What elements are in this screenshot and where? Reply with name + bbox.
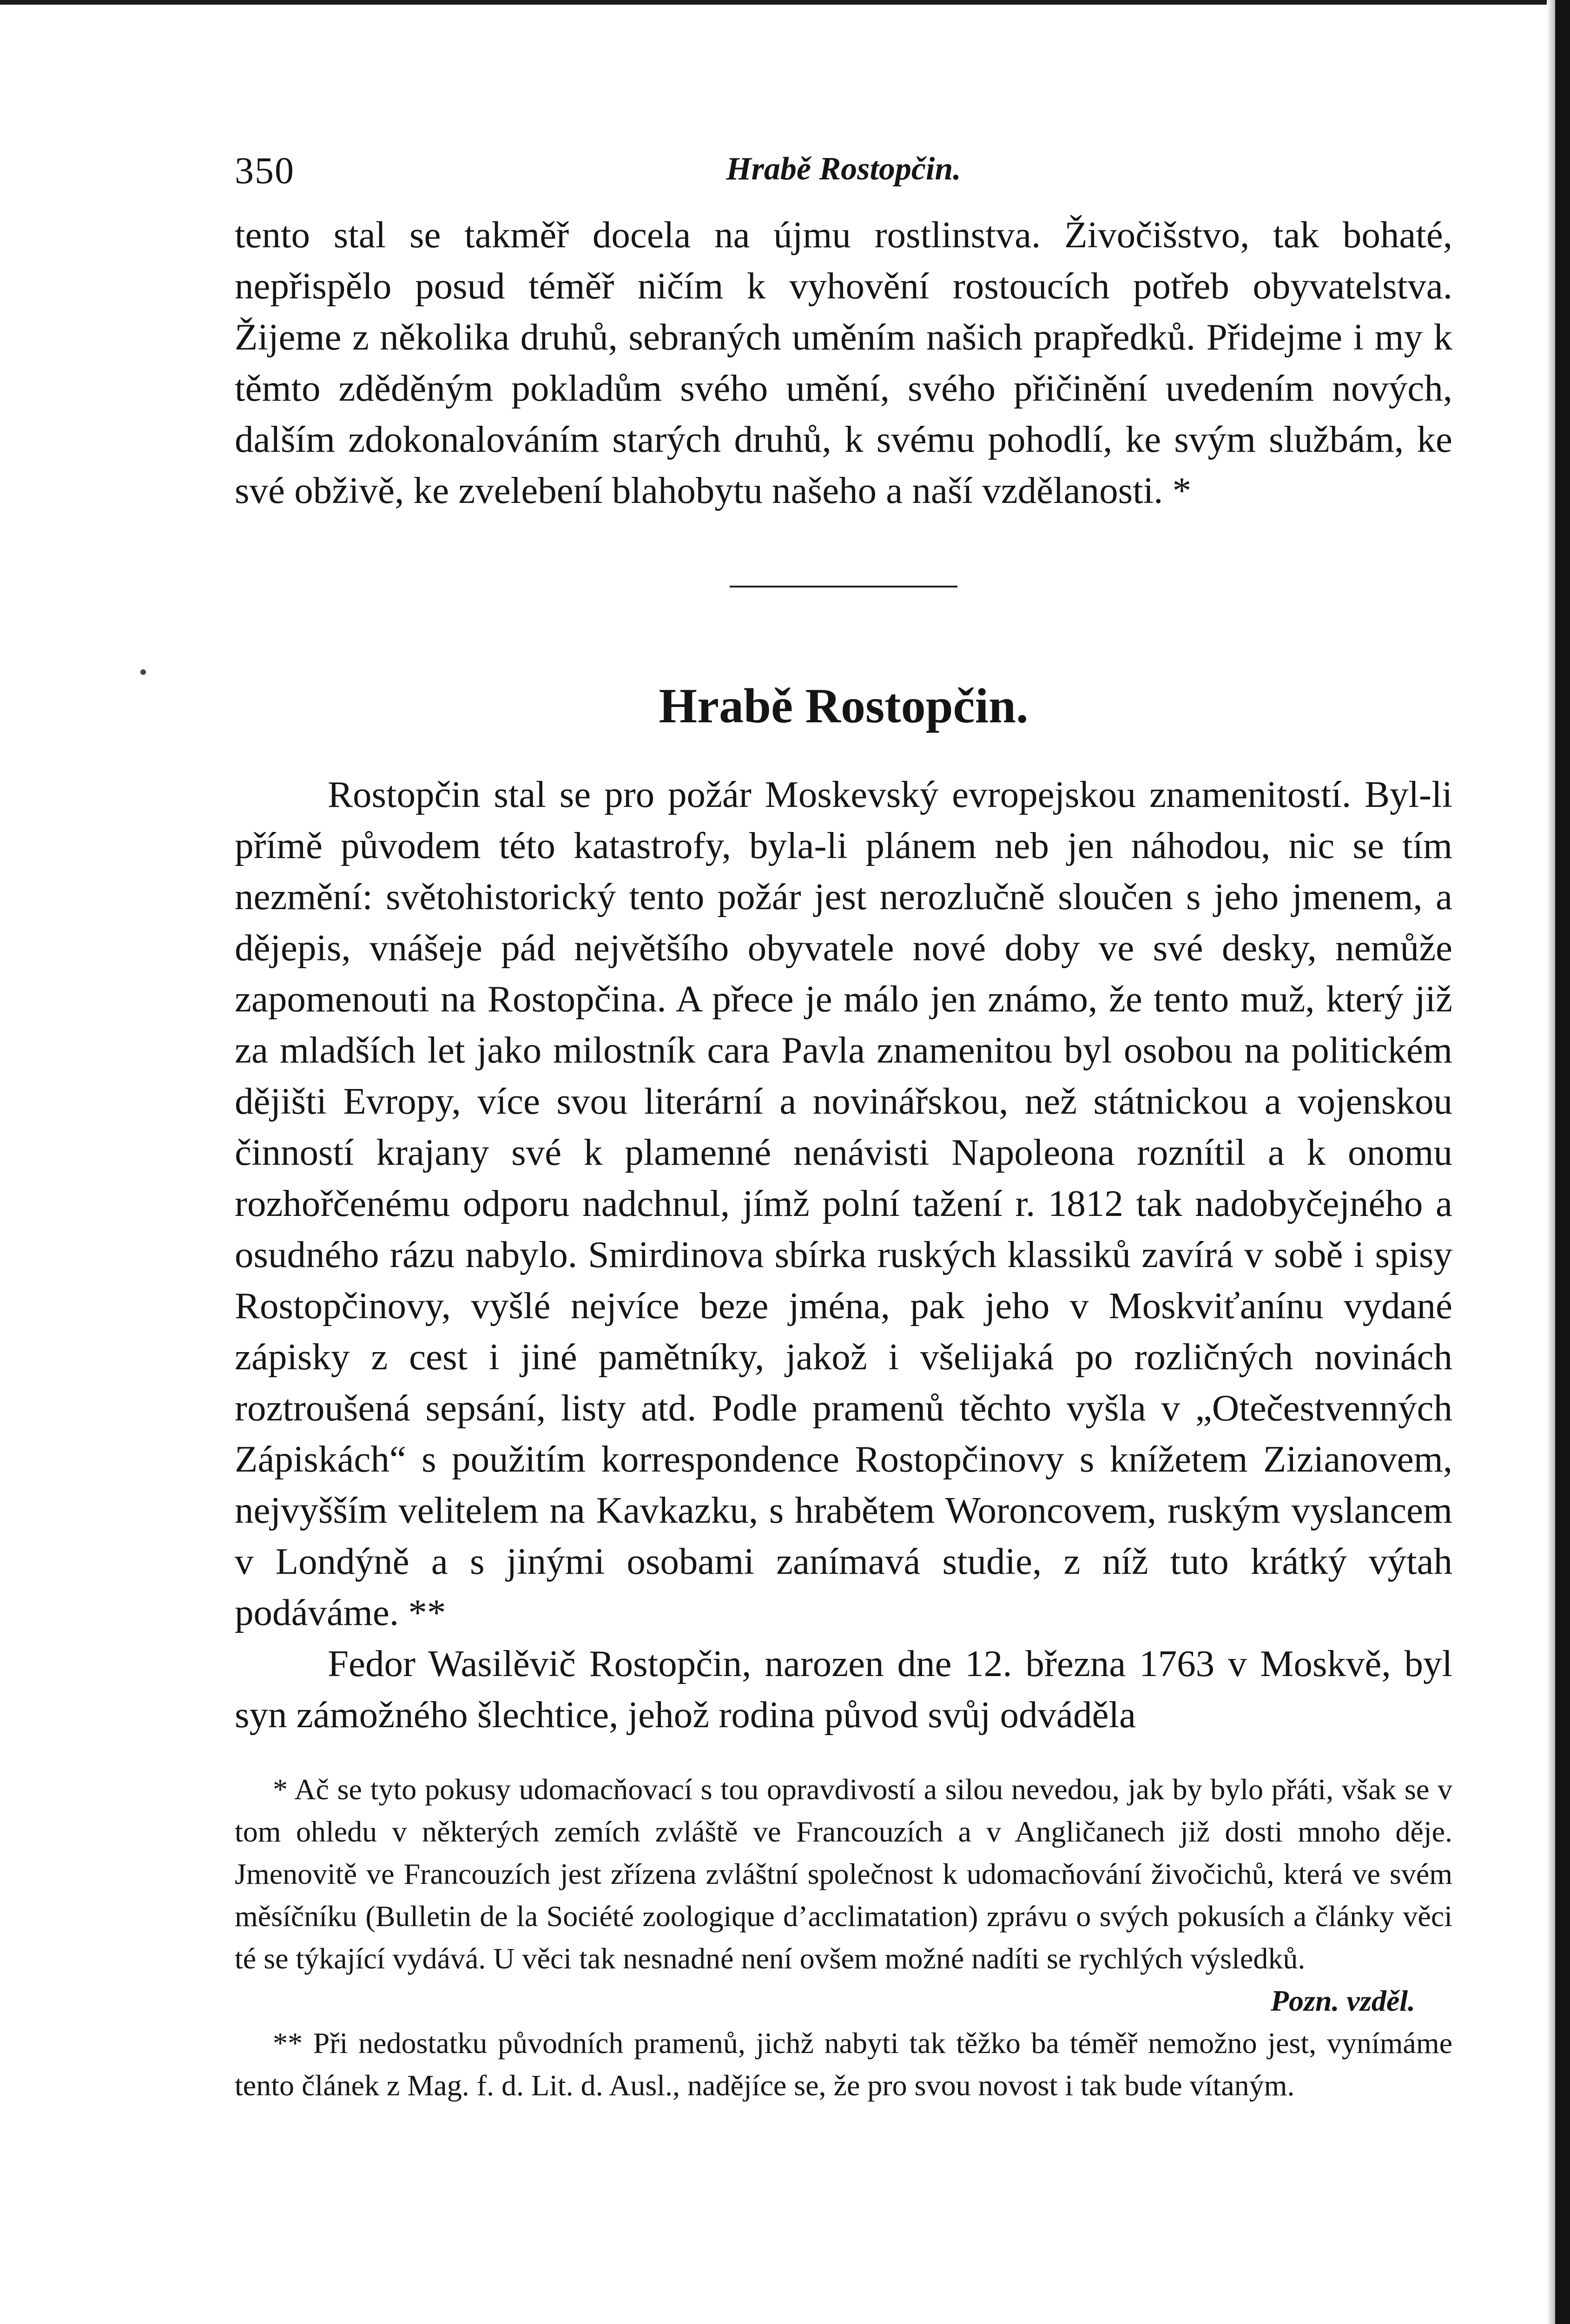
intro-paragraph: tento stal se takměř docela na újmu rostlinstva. Živočišstvo, tak bohaté, nepřispělo posud téměř ničím k vyhovění rostoucích potřeb obyvatelstva. Žijeme z několika druhů, sebraných uměním našich prapředků. Přidejme i my k těmto zděděným pokladům svého umění, svého přičinění uvedením nových, dalším zdokonalováním starých druhů, k svému pohodlí, ke svým službám, ke své obživě, ke zvelebení blahobytu našeho a naší vzdělanosti. * <box>235 214 1452 511</box>
running-head <box>235 139 1452 209</box>
footnote-1: * Ač se tyto pokusy udomacňovací s tou opravdivostí a silou nevedou, jak by bylo přáti, však se v tom ohledu v některých zemích zvláště ve Francouzích a v Angličanech již dosti mnoho děje. Jmenovitě ve Francouzích jest zřízena zvláštní společnost k udomacňování živočichů, která ve svém měsíčníku (Bulletin de la Société zoologique d’acclimatation) zprávu o svých pokusích a články věci té se týkající vydává. U věci tak nesnadné není ovšem možné nadíti se rychlých výsledků. <box>235 1773 1452 1975</box>
footnote-1-signature: Pozn. vzděl. <box>1270 1984 1415 2017</box>
article-paragraph-2: Fedor Wasilěvič Rostopčin, narozen dne 12. března 1763 v Moskvě, byl syn zámožného šlechtice, jehož rodina původ svůj odváděla <box>235 1643 1452 1736</box>
section-divider <box>730 586 957 588</box>
running-title: Hrabě Rostopčin. <box>726 151 961 187</box>
footnote-2: ** Při nedostatku původních pramenů, jichž nabyti tak těžko ba téměř nemožno jest, vynímáme tento článek z Mag. f. d. Lit. d. Ausl., nadějíce se, že pro svou novost i tak bude vítaným. <box>235 2027 1452 2102</box>
scan-border-top <box>0 0 1570 5</box>
page-number: 350 <box>235 149 295 191</box>
article-paragraph-1: Rostopčin stal se pro požár Moskevský evropejskou znamenitostí. Byl-li přímě původem této katastrofy, byla-li plánem neb jen náhodou, nic se tím nezmění: světohistorický tento požár jest nerozlučně sloučen s jeho jmenem, a dějepis, vnášeje pád největšího obyvatele nové doby ve své desky, nemůže zapomenouti na Rostopčina. A přece je málo jen známo, že tento muž, který již za mladších let jako milostník cara Pavla znamenitou byl osobou na politickém dějišti Evropy, více svou literární a novinářskou, než státnickou a vojenskou činností krajany své k plamenné nenávisti Napoleona roznítil a k onomu rozhořčenému odporu nadchnul, jímž polní tažení r. 1812 tak nadobyčejného a osudného rázu nabylo. Smirdinova sbírka ruských klassiků zavírá v sobě i spisy Rostopčinovy, vyšlé nejvíce beze jména, pak jeho v Moskviťanínu vydané zápisky z cest i jiné pamětníky, jakož i všelijaká po rozličných novinách roztroušená sepsání, listy atd. Podle pramenů těchto vyšla v „Otečestvenných Zápiskách“ s použitím korrespondence Rostopčinovy s knížetem Zizianovem, nejvyšším velitelem na Kavkazku, s hrabětem Woroncovem, ruským vyslancem v Londýně a s jinými osobami zanímavá studie, z níž tuto krátký výtah podáváme. ** <box>235 773 1452 1633</box>
footnotes <box>235 1768 1452 2106</box>
book-page <box>235 139 1452 2106</box>
scan-shadow-right <box>1547 0 1555 2324</box>
article-title: Hrabě Rostopčin. <box>659 679 1029 733</box>
scan-speck <box>140 669 146 675</box>
scan-border-right <box>1555 0 1570 2324</box>
